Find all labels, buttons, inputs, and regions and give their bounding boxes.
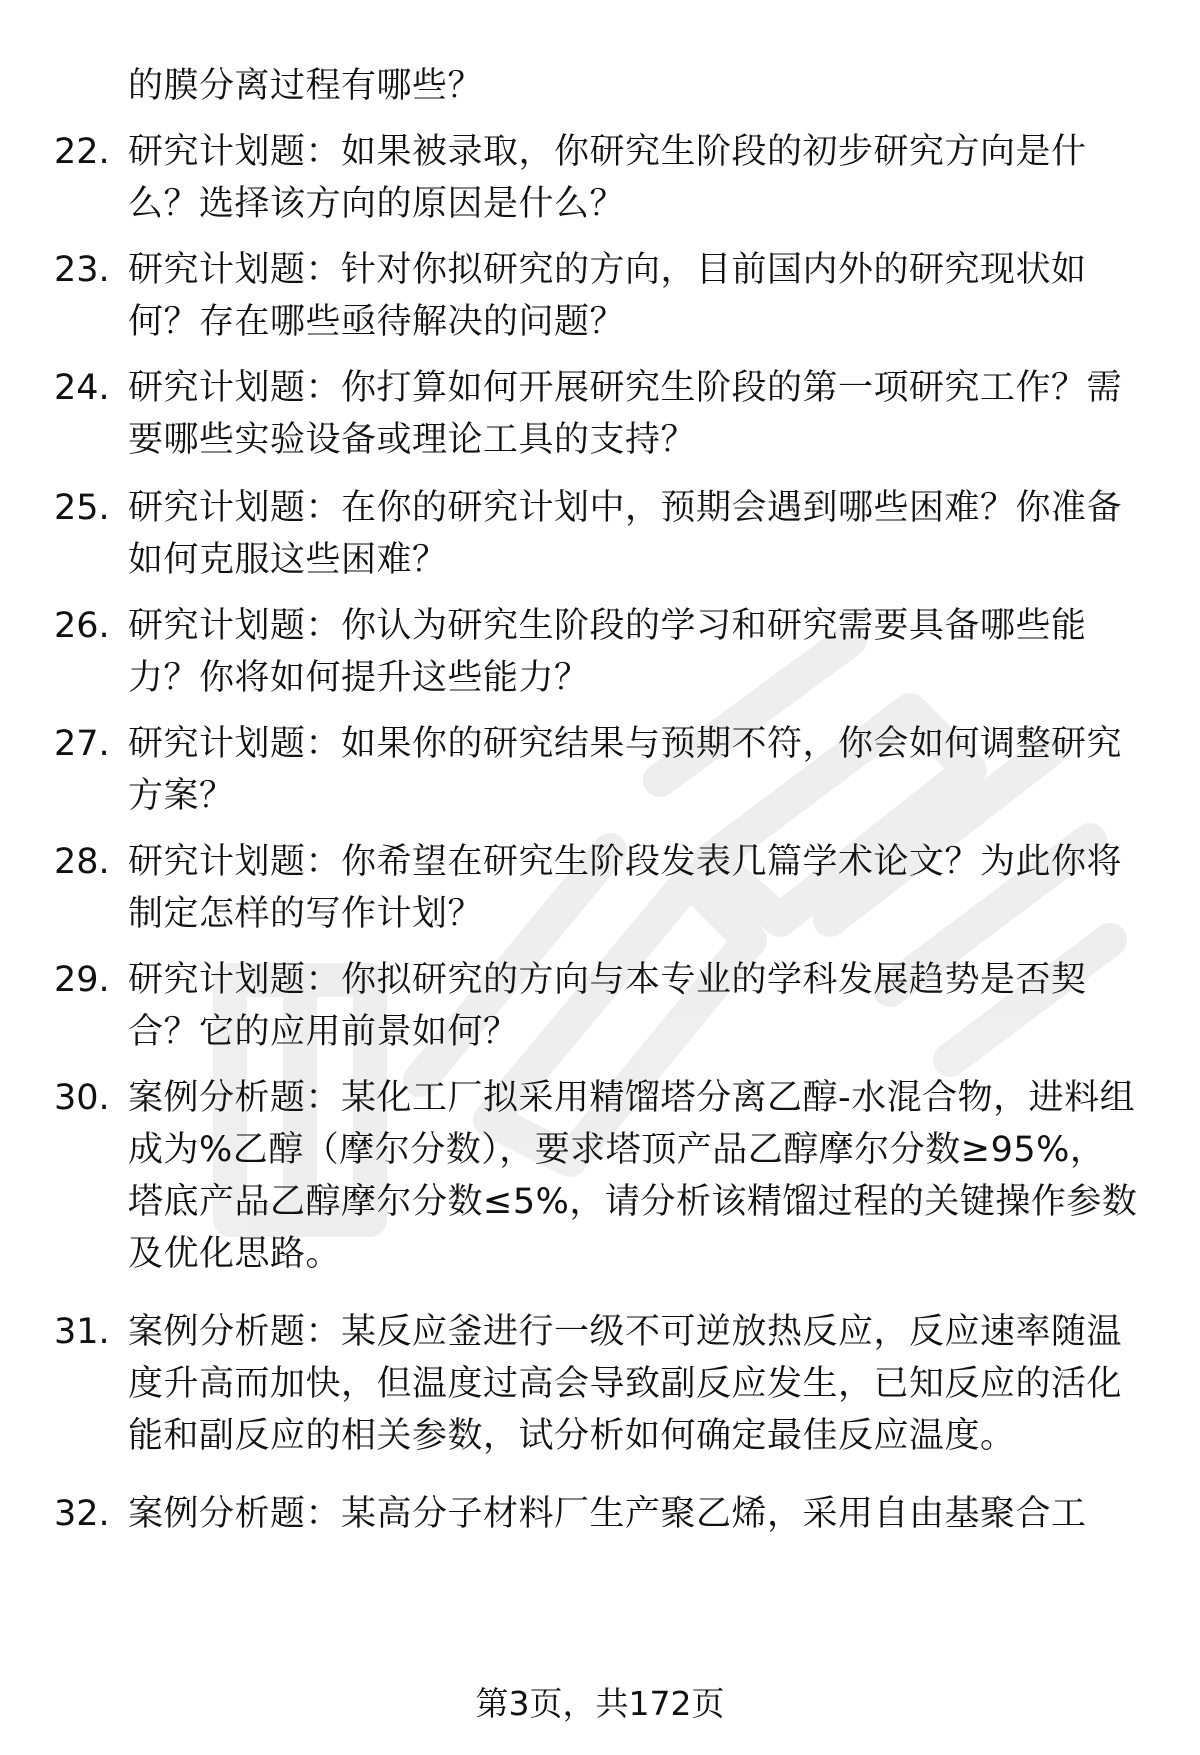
question-number: 31.	[54, 1312, 110, 1352]
question-text	[128, 600, 1168, 704]
question-text-line: 么？选择该方向的原因是什么？	[128, 184, 626, 224]
question-number: 22.	[54, 132, 110, 172]
question-text-line: 合？它的应用前景如何？	[128, 1012, 519, 1052]
question-text	[128, 718, 1168, 822]
question-text-line: 何？存在哪些亟待解决的问题？	[128, 302, 626, 342]
question-text	[128, 954, 1168, 1058]
question-number: 28.	[54, 842, 110, 882]
question-text-line: 方案？	[128, 776, 235, 816]
question-text	[128, 482, 1168, 586]
question-text-line: 成为%乙醇（摩尔分数），要求塔顶产品乙醇摩尔分数≥95%，	[128, 1130, 1106, 1170]
question-number: 32.	[54, 1494, 110, 1534]
question-text-line: 研究计划题：你打算如何开展研究生阶段的第一项研究工作？需	[128, 368, 1123, 408]
question-text-line: 度升高而加快，但温度过高会导致副反应发生，已知反应的活化	[128, 1364, 1123, 1404]
question-text-line: 及优化思路。	[128, 1234, 342, 1274]
question-text-line: 案例分析题：某反应釜进行一级不可逆放热反应，反应速率随温	[128, 1312, 1123, 1352]
question-text-line: 力？你将如何提升这些能力？	[128, 658, 590, 698]
question-text	[128, 1488, 1168, 1540]
continued-question-text: 的膜分离过程有哪些？	[128, 66, 484, 106]
question-text-line: 塔底产品乙醇摩尔分数≤5%，请分析该精馏过程的关键操作参数	[128, 1182, 1138, 1222]
question-number: 26.	[54, 606, 110, 646]
question-text-line: 研究计划题：针对你拟研究的方向，目前国内外的研究现状如	[128, 250, 1087, 290]
question-text-line: 能和副反应的相关参数，试分析如何确定最佳反应温度。	[128, 1416, 1016, 1456]
question-number: 23.	[54, 250, 110, 290]
question-text-line: 如何克服这些困难？	[128, 540, 448, 580]
question-number: 29.	[54, 960, 110, 1000]
question-number: 27.	[54, 724, 110, 764]
question-number: 25.	[54, 488, 110, 528]
question-text-line: 研究计划题：你希望在研究生阶段发表几篇学术论文？为此你将	[128, 842, 1123, 882]
question-text	[128, 1072, 1168, 1280]
question-text	[128, 362, 1168, 466]
question-text-line: 研究计划题：如果被录取，你研究生阶段的初步研究方向是什	[128, 132, 1087, 172]
question-text-line: 研究计划题：如果你的研究结果与预期不符，你会如何调整研究	[128, 724, 1123, 764]
page-footer: 第3页，共172页	[475, 1684, 725, 1723]
question-text-line: 案例分析题：某化工厂拟采用精馏塔分离乙醇-水混合物，进料组	[128, 1078, 1136, 1118]
question-text-line: 制定怎样的写作计划？	[128, 894, 484, 934]
question-text-line: 研究计划题：你拟研究的方向与本专业的学科发展趋势是否契	[128, 960, 1087, 1000]
question-text	[128, 1306, 1168, 1462]
question-text-line: 要哪些实验设备或理论工具的支持？	[128, 420, 697, 460]
question-text-line: 案例分析题：某高分子材料厂生产聚乙烯，采用自由基聚合工	[128, 1494, 1087, 1534]
question-number: 30.	[54, 1078, 110, 1118]
question-text-line: 研究计划题：你认为研究生阶段的学习和研究需要具备哪些能	[128, 606, 1087, 646]
question-number: 24.	[54, 368, 110, 408]
question-text	[128, 836, 1168, 940]
question-text-line: 研究计划题：在你的研究计划中，预期会遇到哪些困难？你准备	[128, 488, 1123, 528]
question-text	[128, 244, 1168, 348]
question-text	[128, 126, 1168, 230]
